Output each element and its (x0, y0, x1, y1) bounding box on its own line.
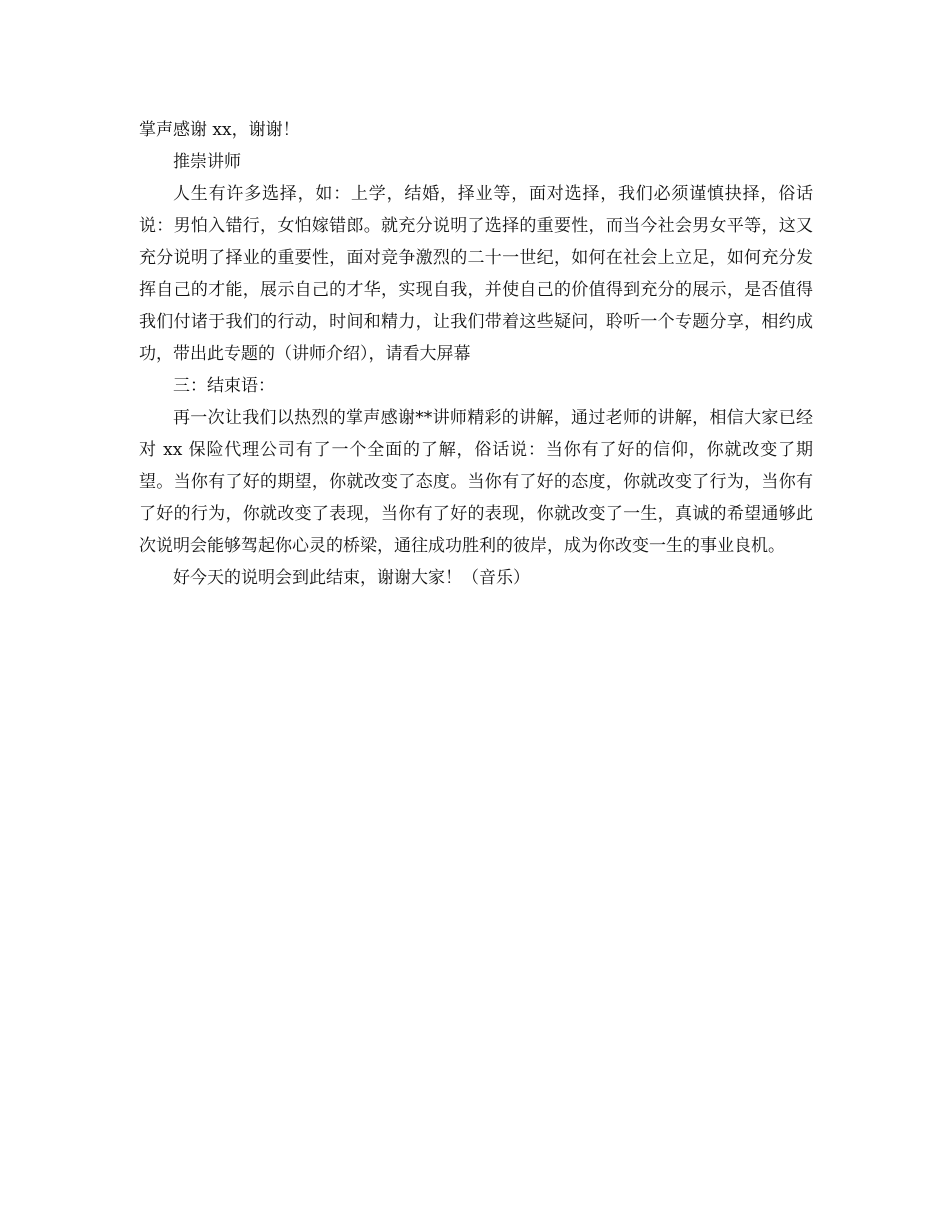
document-body (139, 114, 813, 594)
paragraph-closing-thanks: 再一次让我们以热烈的掌声感谢**讲师精彩的讲解，通过老师的讲解，相信大家已经对 xx 保险代理公司有了一个全面的了解，俗话说：当你有了好的信仰，你就改变了期望。当你有了好的期望，你就改变了态度。当你有了好的态度，你就改变了行为，当你有了好的行为，你就改变了表现，当你有了好的表现，你就改变了一生，真诚的希望通够此次说明会能够驾起你心灵的桥梁，通往成功胜利的彼岸，成为你改变一生的事业良机。 (139, 408, 813, 556)
thanks-line: 掌声感谢 xx，谢谢！ (139, 120, 300, 140)
section-heading-recommend-lecturer: 推崇讲师 (173, 152, 241, 172)
section-heading-closing: 三：结束语： (173, 376, 275, 396)
paragraph-choices: 人生有许多选择，如：上学，结婚，择业等，面对选择，我们必须谨慎抉择，俗话说：男怕入错行，女怕嫁错郎。就充分说明了选择的重要性，而当今社会男女平等，这又充分说明了择业的重要性，面对竞争激烈的二十一世纪，如何在社会上立足，如何充分发挥自己的才能，展示自己的才华，实现自我，并使自己的价值得到充分的展示，是否值得我们付诸于我们的行动，时间和精力，让我们带着这些疑问，聆听一个专题分享，相约成功，带出此专题的（讲师介绍），请看大屏幕 (139, 184, 813, 364)
closing-line: 好今天的说明会到此结束，谢谢大家！（音乐） (173, 568, 530, 588)
